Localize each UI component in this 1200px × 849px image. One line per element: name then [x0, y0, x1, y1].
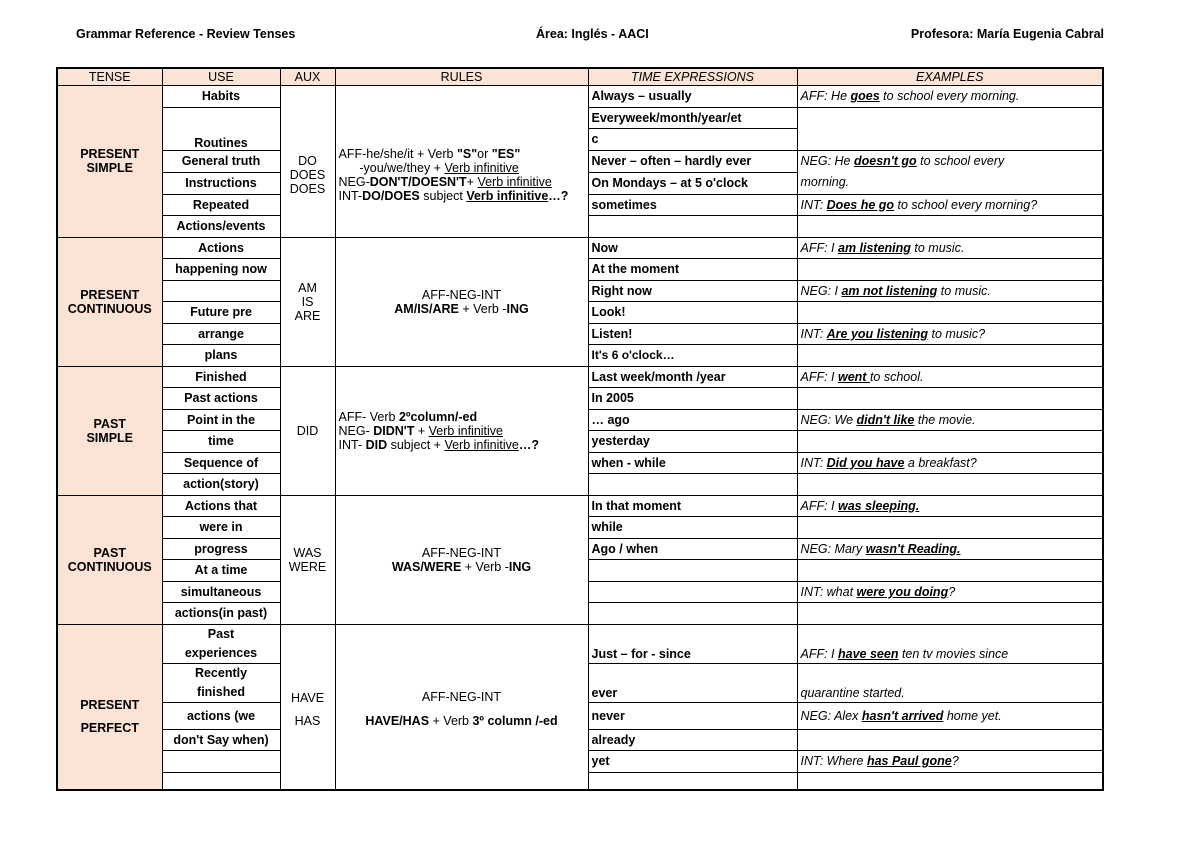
tense-past-continuous: PAST CONTINUOUS — [57, 495, 162, 624]
rules-present-simple: AFF-he/she/it + Verb "S"or "ES" -you/we/they + Verb infinitive NEG-DON'T/DOESN'T+ Verb infinitive INT-DO/DOES subject Verb infinitive…? — [335, 86, 588, 238]
table-header-row — [57, 68, 1103, 86]
use-cell: Future pre — [162, 302, 280, 324]
example-empty — [797, 560, 1103, 582]
example-int: INT: Are you listening to music? — [797, 323, 1103, 345]
time-expression: Always – usually — [588, 86, 797, 108]
table-row — [57, 624, 1103, 663]
use-cell: Habits — [162, 86, 280, 108]
use-cell: Point in the — [162, 409, 280, 431]
example-empty — [797, 431, 1103, 453]
use-cell: Actions that — [162, 495, 280, 517]
use-cell: Finished — [162, 366, 280, 388]
tense-present-continuous: PRESENT CONTINUOUS — [57, 237, 162, 366]
tense-present-simple: PRESENT SIMPLE — [57, 86, 162, 238]
teacher-name: Profesora: María Eugenia Cabral — [910, 27, 1104, 41]
table-row — [57, 495, 1103, 517]
rules-present-perfect: AFF-NEG-INT HAVE/HAS + Verb 3º column /-ed — [335, 624, 588, 790]
time-expression: On Mondays – at 5 o'clock — [588, 172, 797, 194]
col-header-examples: EXAMPLES — [797, 68, 1103, 86]
example-empty — [797, 216, 1103, 238]
example-aff: AFF: He goes to school every morning. — [797, 86, 1103, 108]
use-cell: action(story) — [162, 474, 280, 496]
subject-area: Área: Inglés - AACI — [536, 27, 649, 41]
example-int: INT: Does he go to school every morning? — [797, 194, 1103, 216]
use-cell — [162, 751, 280, 773]
time-expression — [588, 772, 797, 790]
use-cell: Past experiences — [162, 624, 280, 663]
example-int: INT: Did you have a breakfast? — [797, 452, 1103, 474]
use-cell: happening now — [162, 259, 280, 281]
aux-past-continuous: WAS WERE — [280, 495, 335, 624]
time-expression: Now — [588, 237, 797, 259]
time-expression: In that moment — [588, 495, 797, 517]
example-aff-cont: quarantine started. — [797, 663, 1103, 702]
aux-present-perfect: HAVE HAS — [280, 624, 335, 790]
example-neg: NEG: I am not listening to music. — [797, 280, 1103, 302]
example-empty — [797, 259, 1103, 281]
example-empty — [797, 772, 1103, 790]
use-cell — [162, 772, 280, 790]
example-empty — [797, 345, 1103, 367]
rules-present-continuous: AFF-NEG-INT AM/IS/ARE + Verb -ING — [335, 237, 588, 366]
example-aff: AFF: I was sleeping. — [797, 495, 1103, 517]
use-cell: Past actions — [162, 388, 280, 410]
use-cell: Repeated — [162, 194, 280, 216]
use-cell: were in — [162, 517, 280, 539]
time-expression: Ago / when — [588, 538, 797, 560]
time-expression: already — [588, 729, 797, 751]
table-row — [57, 366, 1103, 388]
use-cell: Routines — [162, 107, 280, 150]
use-cell: progress — [162, 538, 280, 560]
aux-past-simple: DID — [280, 366, 335, 495]
time-expression: It's 6 o'clock… — [588, 345, 797, 367]
use-cell: don't Say when) — [162, 729, 280, 751]
example-neg: NEG: Alex hasn't arrived home yet. — [797, 702, 1103, 729]
tenses-table — [56, 67, 1104, 791]
example-neg: NEG: Mary wasn't Reading. — [797, 538, 1103, 560]
page-header — [76, 27, 1104, 45]
use-cell: Actions/events — [162, 216, 280, 238]
time-expression: … ago — [588, 409, 797, 431]
time-expression: Listen! — [588, 323, 797, 345]
time-expression: Look! — [588, 302, 797, 324]
time-expression — [588, 216, 797, 238]
time-expression: ever — [588, 663, 797, 702]
time-expression: Last week/month /year — [588, 366, 797, 388]
aux-present-simple: DO DOES DOES — [280, 86, 335, 238]
document-title: Grammar Reference - Review Tenses — [76, 27, 296, 41]
time-expression: c — [588, 129, 797, 151]
use-cell: plans — [162, 345, 280, 367]
use-cell: General truth — [162, 150, 280, 172]
example-empty — [797, 603, 1103, 625]
time-expression — [588, 474, 797, 496]
time-expression: At the moment — [588, 259, 797, 281]
time-expression: yet — [588, 751, 797, 773]
time-expression — [588, 581, 797, 603]
example-empty — [797, 729, 1103, 751]
example-neg: NEG: He doesn't go to school every morning. — [797, 150, 1103, 194]
time-expression — [588, 560, 797, 582]
example-empty — [797, 517, 1103, 539]
rules-past-simple: AFF- Verb 2ºcolumn/-ed NEG- DIDN'T + Verb infinitive INT- DID subject + Verb infinitive…? — [335, 366, 588, 495]
example-empty — [797, 302, 1103, 324]
use-cell: At a time — [162, 560, 280, 582]
time-expression — [588, 603, 797, 625]
use-cell: Instructions — [162, 172, 280, 194]
time-expression: when - while — [588, 452, 797, 474]
example-empty — [797, 474, 1103, 496]
use-cell: Sequence of — [162, 452, 280, 474]
use-cell — [162, 280, 280, 302]
col-header-aux: AUX — [280, 68, 335, 86]
use-cell: Actions — [162, 237, 280, 259]
time-expression: In 2005 — [588, 388, 797, 410]
tense-present-perfect: PRESENT PERFECT — [57, 624, 162, 790]
time-expression: never — [588, 702, 797, 729]
example-aff: AFF: I am listening to music. — [797, 237, 1103, 259]
example-int: INT: Where has Paul gone? — [797, 751, 1103, 773]
col-header-time-expressions: TIME EXPRESSIONS — [588, 68, 797, 86]
use-cell: actions (we — [162, 702, 280, 729]
col-header-use: USE — [162, 68, 280, 86]
use-cell: actions(in past) — [162, 603, 280, 625]
time-expression: sometimes — [588, 194, 797, 216]
table-row — [57, 86, 1103, 108]
example-empty — [797, 107, 1103, 150]
time-expression: yesterday — [588, 431, 797, 453]
time-expression: Just – for - since — [588, 624, 797, 663]
example-aff: AFF: I went to school. — [797, 366, 1103, 388]
col-header-tense: TENSE — [57, 68, 162, 86]
time-expression: while — [588, 517, 797, 539]
use-cell: arrange — [162, 323, 280, 345]
use-cell: Recently finished — [162, 663, 280, 702]
example-neg: NEG: We didn't like the movie. — [797, 409, 1103, 431]
tense-past-simple: PAST SIMPLE — [57, 366, 162, 495]
use-cell: simultaneous — [162, 581, 280, 603]
time-expression: Right now — [588, 280, 797, 302]
table-row — [57, 237, 1103, 259]
use-cell: time — [162, 431, 280, 453]
time-expression: Everyweek/month/year/et — [588, 107, 797, 129]
time-expression: Never – often – hardly ever — [588, 150, 797, 172]
example-aff: AFF: I have seen ten tv movies since — [797, 624, 1103, 663]
aux-present-continuous: AM IS ARE — [280, 237, 335, 366]
col-header-rules: RULES — [335, 68, 588, 86]
example-int: INT: what were you doing? — [797, 581, 1103, 603]
rules-past-continuous: AFF-NEG-INT WAS/WERE + Verb -ING — [335, 495, 588, 624]
example-empty — [797, 388, 1103, 410]
